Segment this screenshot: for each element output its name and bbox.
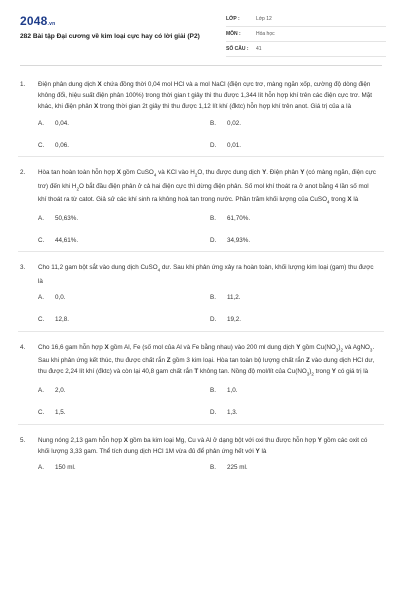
question-text <box>20 342 384 380</box>
question-item <box>20 167 384 251</box>
answer-letter: A. <box>38 119 44 127</box>
answer-option-d[interactable] <box>210 237 382 244</box>
answer-text: 19,2. <box>227 316 242 324</box>
answer-text: 61,70%. <box>227 214 251 222</box>
question-number: 1. <box>20 81 26 88</box>
document-header <box>0 0 400 66</box>
answer-option-b[interactable] <box>210 215 382 222</box>
answer-option-c[interactable] <box>38 237 210 244</box>
meta-row-subject <box>226 27 386 42</box>
answer-row <box>38 402 384 424</box>
answer-text: 11,2. <box>227 294 241 302</box>
site-logo[interactable] <box>20 14 55 28</box>
answer-option-d[interactable] <box>210 142 382 149</box>
answer-options <box>38 207 384 251</box>
answer-option-a[interactable] <box>38 464 210 471</box>
answer-row <box>38 380 384 402</box>
answer-option-a[interactable] <box>38 294 210 301</box>
meta-row-count <box>226 42 386 57</box>
answer-text: 12,8. <box>55 316 70 324</box>
question-list <box>20 79 384 479</box>
question-body: Nung nóng 2,13 gam hỗn hợp X gồm ba kim loại Mg, Cu và Al ở dạng bột với oxi thu được hỗn hợp Y gồm các oxit có khối lượng 3,33 gam. Thể tích dung dịch HCl 1M vừa đủ để phản ứng hết với Y là <box>38 436 368 455</box>
answer-option-c[interactable] <box>38 409 210 416</box>
header-divider <box>20 65 382 66</box>
answer-text: 1,5. <box>55 409 66 417</box>
answer-row <box>38 287 384 309</box>
question-text <box>20 167 384 207</box>
answer-options <box>38 112 384 156</box>
meta-value: 41 <box>256 46 262 52</box>
logo-text: 2048 <box>20 14 48 28</box>
question-item <box>20 262 384 330</box>
answer-letter: B. <box>210 214 216 222</box>
answer-letter: C. <box>38 141 45 149</box>
question-item <box>20 342 384 424</box>
answer-row <box>38 134 384 156</box>
question-number: 3. <box>20 264 26 272</box>
answer-letter: C. <box>38 316 45 324</box>
answer-option-d[interactable] <box>210 409 382 416</box>
answer-row <box>38 207 384 229</box>
answer-text: 2,0. <box>55 387 66 395</box>
answer-option-b[interactable] <box>210 120 382 127</box>
question-divider <box>18 251 384 252</box>
answer-option-a[interactable] <box>38 387 210 394</box>
answer-letter: D. <box>210 236 217 244</box>
answer-text: 0,04. <box>55 119 70 127</box>
answer-letter: A. <box>38 464 44 472</box>
answer-letter: C. <box>38 409 45 417</box>
answer-text: 0,06. <box>55 141 70 149</box>
meta-table <box>226 12 386 57</box>
answer-option-c[interactable] <box>38 316 210 323</box>
answer-row <box>38 457 384 479</box>
answer-option-b[interactable] <box>210 464 382 471</box>
question-number: 2. <box>20 169 26 177</box>
question-divider <box>18 424 384 425</box>
question-text <box>20 262 384 286</box>
answer-text: 0,01. <box>227 141 242 149</box>
answer-letter: B. <box>210 387 216 395</box>
question-text <box>20 79 384 112</box>
answer-options <box>38 457 384 479</box>
question-divider <box>18 331 384 332</box>
meta-value: Lớp 12 <box>256 16 272 22</box>
answer-text: 150 ml. <box>55 464 76 472</box>
meta-value: Hóa học <box>256 31 275 37</box>
logo-domain: .vn <box>47 21 56 27</box>
answer-letter: A. <box>38 214 44 222</box>
question-item <box>20 79 384 156</box>
answer-options <box>38 287 384 331</box>
meta-key: SỐ CÂU : <box>226 46 249 52</box>
question-number: 5. <box>20 436 26 444</box>
answer-letter: D. <box>210 316 217 324</box>
answer-letter: D. <box>210 141 217 149</box>
answer-letter: A. <box>38 294 44 302</box>
answer-text: 1,3. <box>227 409 238 417</box>
answer-text: 225 ml. <box>227 464 248 472</box>
answer-letter: D. <box>210 409 217 417</box>
question-body: Cho 11,2 gam bột sắt vào dung dịch CuSO$_4$ dư. Sau khi phản ứng xảy ra hoàn toàn, khối lượng kim loại (gam) thu được là <box>38 264 374 285</box>
answer-options <box>38 380 384 424</box>
answer-letter: B. <box>210 119 216 127</box>
meta-row-class <box>226 12 386 27</box>
answer-option-b[interactable] <box>210 387 382 394</box>
question-body: Cho 16,6 gam hỗn hợp X gồm Al, Fe (số mol của Al và Fe bằng nhau) vào 200 ml dung dịch Y gồm $Cu(NO_3)_2$ và AgNO$_3$. Sau khi phản ứng kết thúc, thu được chất rắn Z gồm 3 kim loại. Hòa tan toàn bộ lượng chất rắn Z vào dung dịch HCl dư, thu được 2,24 lít khí (đktc) và còn lại 40,8 gam chất rắn T không tan. Nồng độ mol/lít của $Cu(NO_3)_2$ trong Y có giá trị là <box>38 343 375 377</box>
question-text <box>20 435 384 457</box>
answer-text: 34,93%. <box>227 236 251 244</box>
answer-row <box>38 112 384 134</box>
question-body: Hòa tan hoàn toàn hỗn hợp X gồm CuSO$_4$ và KCl vào $H_2O$, thu được dung dịch Y. Điện phân Y (có màng ngăn, điện cực trơ) đến khi $H_2O$ bắt đầu điện phân ở cả hai điện cực thì dừng điện phân. Số mol khí thoát ra ở anot bằng 4 lần số mol khí thoát ra từ catot. Giả sử các khí sinh ra không hoà tan trong nước. Phần trăm khối lượng của CuSO$_4$ trong X là <box>38 169 376 205</box>
answer-text: 44,61%. <box>55 236 79 244</box>
answer-option-d[interactable] <box>210 316 382 323</box>
answer-row <box>38 309 384 331</box>
question-number: 4. <box>20 343 26 351</box>
answer-row <box>38 229 384 251</box>
answer-text: 0,02. <box>227 119 242 127</box>
answer-text: 1,0. <box>227 387 238 395</box>
answer-letter: B. <box>210 294 216 302</box>
answer-option-a[interactable] <box>38 120 210 127</box>
answer-letter: B. <box>210 464 216 472</box>
question-body: Điện phân dung dịch X chứa đồng thời 0,04 mol HCl và a mol NaCl (điện cực trơ, màng ngăn xốp, cường độ dòng điện không đổi, hiệu suất điện phân 100%) trong thời gian t giây thì thu được 1,344 lít hỗn hợp khí trên các điện cực trơ. Mặt khác, khi điện phân X trong thời gian 2t giây thì thu được 1,12 lít khí (đktc) hỗn hợp khí trên anot. Giá trị của a là <box>38 81 373 111</box>
answer-text: 50,63%. <box>55 214 79 222</box>
answer-text: 0,0. <box>55 294 66 302</box>
answer-option-c[interactable] <box>38 142 210 149</box>
answer-option-b[interactable] <box>210 294 382 301</box>
meta-key: LỚP : <box>226 16 240 22</box>
answer-letter: A. <box>38 387 44 395</box>
page-title: 282 Bài tập Đại cương về kim loại cực hay có lời giải (P2) <box>20 33 200 40</box>
question-item <box>20 435 384 479</box>
meta-key: MÔN : <box>226 31 241 37</box>
answer-letter: C. <box>38 236 45 244</box>
answer-option-a[interactable] <box>38 215 210 222</box>
question-divider <box>18 156 384 157</box>
